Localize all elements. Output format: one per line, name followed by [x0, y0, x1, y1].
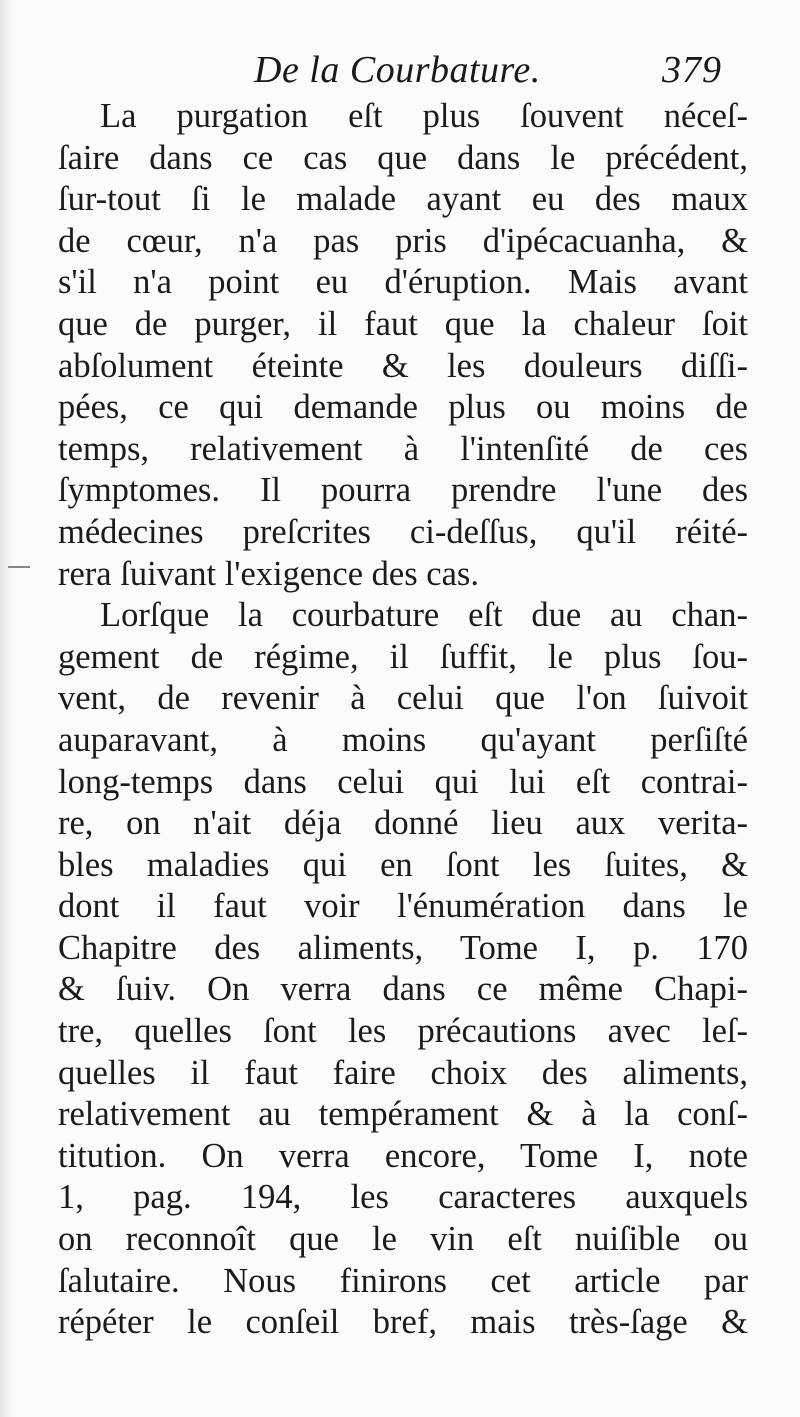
page-number: 379	[662, 49, 722, 91]
text-line: gement de régime, il ſuffit, le plus ſou-	[58, 637, 748, 676]
text-line: bles maladies qui en ſont les ſuites, &	[58, 845, 748, 884]
text-line: temps, relativement à l'intenſité de ces	[58, 429, 748, 468]
running-title: De la Courbature.	[254, 49, 541, 91]
text-line: Chapitre des aliments, Tome I, p. 170	[58, 928, 748, 967]
text-line: on reconnoît que le vin eſt nuiſible ou	[58, 1220, 748, 1259]
text-line: vent, de revenir à celui que l'on ſuivoit	[58, 679, 748, 718]
text-line: quelles il faut faire choix des aliments,	[58, 1053, 748, 1092]
text-line: ſur-tout ſi le malade ayant eu des maux	[58, 180, 748, 219]
text-line: long-temps dans celui qui lui eſt contrai-	[58, 762, 748, 801]
text-line: La purgation eſt plus ſouvent néceſ-	[100, 97, 748, 135]
text-line: rera ſuivant l'exigence des cas.	[58, 554, 479, 593]
text-line: que de purger, il faut que la chaleur ſoit	[58, 304, 748, 343]
text-line: 1, pag. 194, les caracteres auxquels	[58, 1178, 748, 1217]
text-line: dont il faut voir l'énumération dans le	[58, 887, 748, 926]
margin-mark	[8, 566, 30, 568]
text-line: ſymptomes. Il pourra prendre l'une des	[58, 471, 748, 510]
body-text	[58, 96, 748, 1344]
text-line: tre, quelles ſont les précautions avec leſ-	[58, 1012, 748, 1051]
text-line: médecines preſcrites ci-deſſus, qu'il réité-	[58, 512, 748, 551]
text-line: re, on n'ait déja donné lieu aux verita-	[58, 804, 748, 843]
text-line: & ſuiv. On verra dans ce même Chapi-	[58, 970, 748, 1009]
text-line: auparavant, à moins qu'ayant perſiſté	[58, 720, 748, 759]
text-line: s'il n'a point eu d'éruption. Mais avant	[58, 263, 748, 302]
text-line: abſolument éteinte & les douleurs diſſi-	[58, 346, 748, 385]
text-line: de cœur, n'a pas pris d'ipécacuanha, &	[58, 221, 748, 260]
text-line: titution. On verra encore, Tome I, note	[58, 1136, 748, 1175]
text-line: relativement au tempérament & à la conſ-	[58, 1095, 748, 1134]
scan-edge-shadow	[0, 0, 14, 1417]
text-line: ſaire dans ce cas que dans le précédent,	[58, 138, 748, 177]
text-line: Lorſque la courbature eſt due au chan-	[100, 596, 748, 635]
text-line: pées, ce qui demande plus ou moins de	[58, 388, 748, 427]
page-header	[250, 44, 770, 100]
text-line: ſalutaire. Nous finirons cet article par	[58, 1261, 748, 1300]
text-line: répéter le conſeil bref, mais très-ſage &	[58, 1303, 748, 1342]
